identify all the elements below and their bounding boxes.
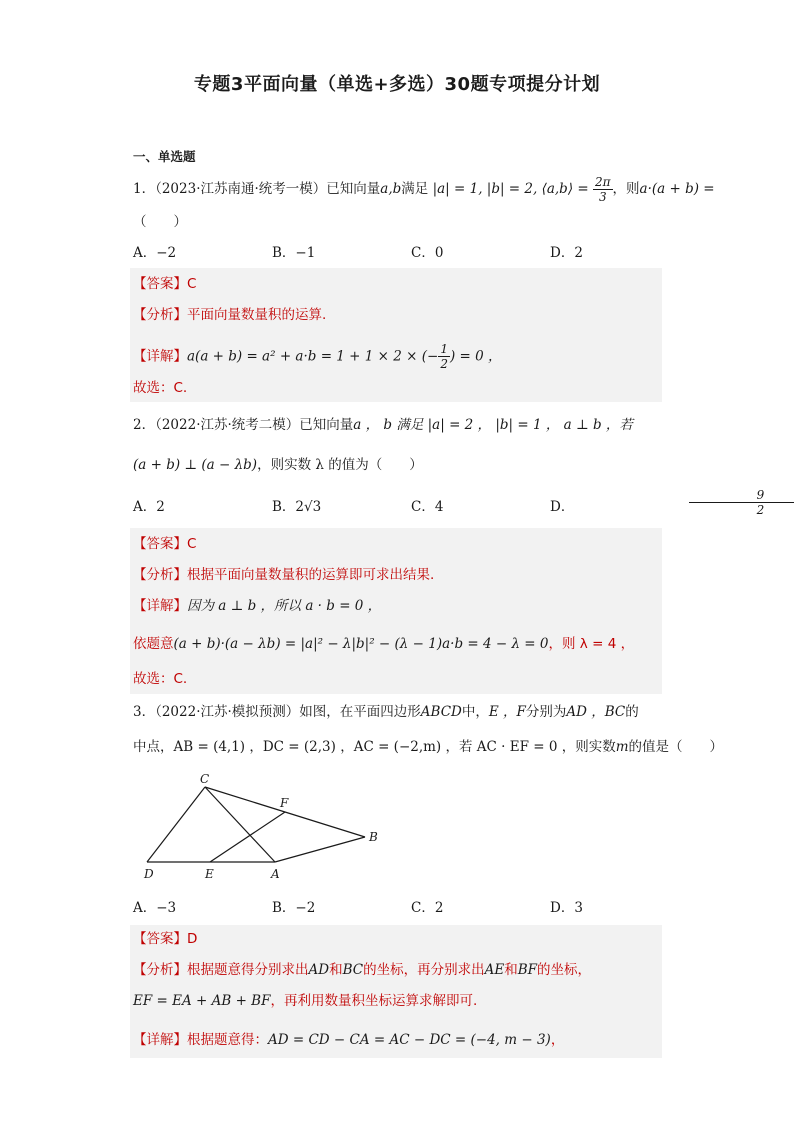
label-c: C: [200, 772, 210, 786]
section-heading: 一、单选题: [133, 149, 196, 164]
q3-answer: 【答案】D: [133, 931, 198, 947]
label-f: F: [280, 796, 289, 810]
q3-option-c: C．2: [411, 900, 444, 916]
q1-option-c: C．0: [411, 245, 444, 261]
segment-ba: [275, 837, 365, 862]
q1-paren: （ ）: [133, 214, 187, 230]
q2-option-d: D． $\frac{9}{2}$: [550, 497, 689, 517]
q1-options: [133, 243, 693, 263]
q1-analysis: 【分析】平面向量数量积的运算.: [133, 307, 327, 323]
q2-option-a: A．2: [133, 499, 165, 515]
label-b: B: [369, 830, 378, 844]
page-title: 专题3平面向量（单选+多选）30题专项提分计划: [193, 74, 601, 95]
q2-choose: 故选：C.: [133, 671, 188, 687]
q3-stem: 3．（2022·江苏·模拟预测）如图，在平面四边形ABCD中，E ，F分别为AD ，BC的: [133, 704, 639, 720]
q2-detail: 【详解】因为 a ⊥ b ，所以 a · b = 0 ，: [133, 598, 382, 614]
label-d: D: [144, 867, 154, 881]
q1-option-a: A．−2: [133, 245, 177, 261]
q1-answer: 【答案】C: [133, 276, 197, 292]
q1-fraction: $\frac{2\pi}{3}$: [595, 175, 611, 204]
q1-detail: 【详解】a(a + b) = a² + a·b = 1 + 1 × 2 × (− $\frac{1}{2}$ ) = 0 ，: [133, 342, 502, 371]
q1-option-d: D．2: [550, 245, 583, 261]
q3-analysis: 【分析】根据题意得分别求出AD和BC的坐标，再分别求出AE和BF的坐标，: [133, 962, 591, 978]
q3-option-b: B．−2: [272, 900, 316, 916]
q3-analysis-2: EF = EA + AB + BF，再利用数量积坐标运算求解即可.: [133, 993, 478, 1009]
q2-option-b: B．2√3: [272, 499, 322, 515]
q2-options: [133, 488, 765, 517]
q1-option-b: B．−1: [272, 245, 316, 261]
q2-analysis: 【分析】根据平面向量数量积的运算即可求出结果.: [133, 567, 435, 583]
q1-answer-box: [130, 268, 662, 402]
q2-detail-2: 依题意(a + b)·(a − λb) = |a|² − λ|b|² − (λ − 1)a·b = 4 − λ = 0，则 λ = 4 ，: [133, 636, 635, 652]
q1-stem: 1．（2023·江苏南通·统考一模）已知向量a,b满足 |a| = 1, |b| = 2, ⟨a,b⟩ = $\frac{2\pi}{3}$ ，则a·(a + b) =: [133, 175, 715, 204]
q3-stem-2: 中点，AB = (4,1) ，DC = (2,3) ，AC = (−2,m) ，若 AC · EF = 0 ，则实数m的值是（ ）: [133, 739, 724, 755]
q3-options: [133, 898, 693, 918]
q2-stem-2: (a + b) ⊥ (a − λb)，则实数 λ 的值为（ ）: [133, 457, 423, 473]
label-a: A: [271, 867, 280, 881]
segment-dc: [147, 787, 205, 862]
q1-choose: 故选：C.: [133, 380, 188, 396]
q2-stem: 2．（2022·江苏·统考二模）已知向量a ， b 满足 |a| = 2 ， |b| = 1 ， a ⊥ b ，若: [133, 417, 633, 433]
label-e: E: [205, 867, 214, 881]
q3-option-d: D．3: [550, 900, 583, 916]
q3-option-a: A．−3: [133, 900, 177, 916]
q2-option-c: C．4: [411, 499, 444, 515]
quadrilateral-diagram: [130, 770, 390, 885]
q2-answer: 【答案】C: [133, 536, 197, 552]
q3-detail: 【详解】根据题意得：AD = CD − CA = AC − DC = (−4, m − 3)，: [133, 1032, 565, 1048]
segment-ef: [210, 812, 285, 862]
